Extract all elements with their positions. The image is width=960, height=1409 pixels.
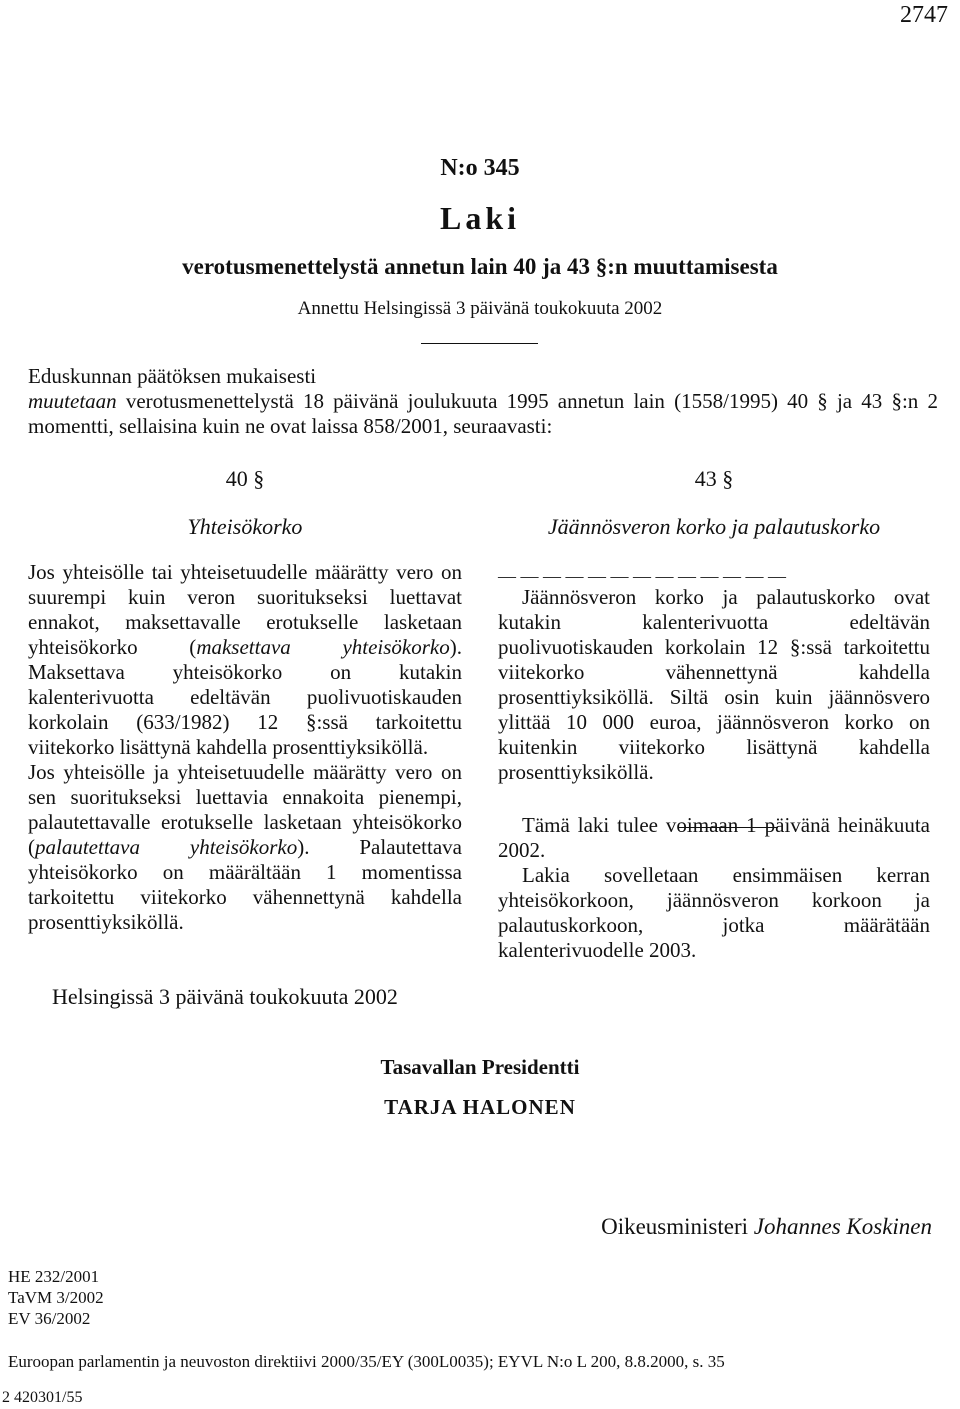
directive-note: Euroopan parlamentin ja neuvoston direktiivi 2000/35/EY (300L0035); EYVL N:o L 200, 8.8.2000, s. 35 xyxy=(8,1352,725,1371)
law-number: N:o 345 xyxy=(440,155,520,181)
s40-p2-a: Jos yhteisölle ja yhteisetuudelle määrätty vero on sen suoritukseksi luettavia ennakoita pienempi, palautettavalle erotukselle lasketaan yhteisökorko ( xyxy=(28,760,462,859)
reference-item: EV 36/2002 xyxy=(8,1309,91,1328)
section-40-title xyxy=(28,514,462,540)
section-40-body xyxy=(28,560,462,935)
reference-item: TaVM 3/2002 xyxy=(8,1288,104,1307)
s40-p1-a: Jos yhteisölle tai yhteisetuudelle määrätty vero on suurempi kuin veron suoritukseksi luettavat ennakot, maksettavalle erotukselle lasketaan yhteisökorko ( xyxy=(28,560,462,659)
omission-dashes: — — — — — — — — — — — — — xyxy=(498,566,786,586)
preamble-line: Eduskunnan päätöksen mukaisesti xyxy=(28,364,317,388)
s40-p1-term: maksettava yhteisökorko xyxy=(196,635,450,659)
minister-name: Johannes Koskinen xyxy=(753,1214,932,1239)
president-title: Tasavallan Presidentti xyxy=(380,1055,580,1079)
entry-into-force-paragraph-2: Lakia sovelletaan ensimmäisen kerran yhteisökorkoon, jäännösveron korkoon ja palautuskorkoon, jotka määrätään kalenterivuodelle 2003. xyxy=(498,863,930,962)
minister-signature xyxy=(601,1214,932,1240)
preamble xyxy=(28,364,938,439)
law-subtitle: verotusmenettelystä annetun lain 40 ja 43 §:n muuttamisesta xyxy=(182,254,778,279)
s40-p1-b: ). Maksettava yhteisökorko on kutakin kalenterivuotta edeltävän puolivuotiskauden korkolain (633/1982) 12 §:ssä tarkoitettu viitekorko lisättynä kahdella prosenttiyksiköllä. xyxy=(28,635,462,759)
amend-text: verotusmenettelystä 18 päivänä joulukuuta 1995 annetun lain (1558/1995) 40 § ja 43 §:n 2 momentti, sellaisina kuin ne ovat laissa 858/2001, seuraavasti: xyxy=(28,389,938,438)
s40-p2-term: palautettava yhteisökorko xyxy=(35,835,298,859)
section-40-paragraph-1 xyxy=(28,560,462,760)
section-43-title xyxy=(498,514,930,540)
minister-title: Oikeusministeri xyxy=(601,1214,749,1239)
section-43-body xyxy=(498,585,930,785)
section-40-paragraph-2 xyxy=(28,760,462,935)
s40-p2-b: ). Palautettava yhteisökorko on määrältään 1 momentissa tarkoitettu viitekorko vähennettynä kahdella prosenttiyksiköllä. xyxy=(28,835,462,934)
section-43-number: 43 § xyxy=(694,466,734,491)
entry-into-force xyxy=(498,813,930,963)
legislative-references xyxy=(8,1266,104,1329)
title-divider xyxy=(421,343,538,344)
print-code: 2 420301/55 xyxy=(2,1389,83,1406)
reference-item: HE 232/2001 xyxy=(8,1267,100,1286)
amend-word: muutetaan xyxy=(28,389,117,413)
signing-place: Helsingissä 3 päivänä toukokuuta 2002 xyxy=(52,984,398,1009)
page-number: 2747 xyxy=(900,2,948,28)
preamble-amendment xyxy=(28,389,938,439)
entry-into-force-paragraph-1: Tämä laki tulee voimaan 1 päivänä heinäkuuta 2002. xyxy=(498,813,930,862)
section-40-number: 40 § xyxy=(225,466,265,491)
section-43-title-text: Jäännösveron korko ja palautuskorko xyxy=(547,514,881,539)
section-43-paragraph: Jäännösveron korko ja palautuskorko ovat kutakin kalenterivuotta edeltävän puolivuotiskauden korkolain 12 §:ssä tarkoitettu viitekorko vähennettynä kahdella prosenttiyksiköllä. Siltä osin kuin jäännösvero ylittää 10 000 euroa, jäännösveron korko on kuitenkin viitekorko lisättynä kahdella prosenttiyksiköllä. xyxy=(498,585,930,784)
president-name: TARJA HALONEN xyxy=(384,1095,576,1119)
section-40-title-text: Yhteisökorko xyxy=(187,514,303,539)
law-title: Laki xyxy=(439,200,521,236)
enactment-line: Annettu Helsingissä 3 päivänä toukokuuta 2002 xyxy=(297,298,663,319)
